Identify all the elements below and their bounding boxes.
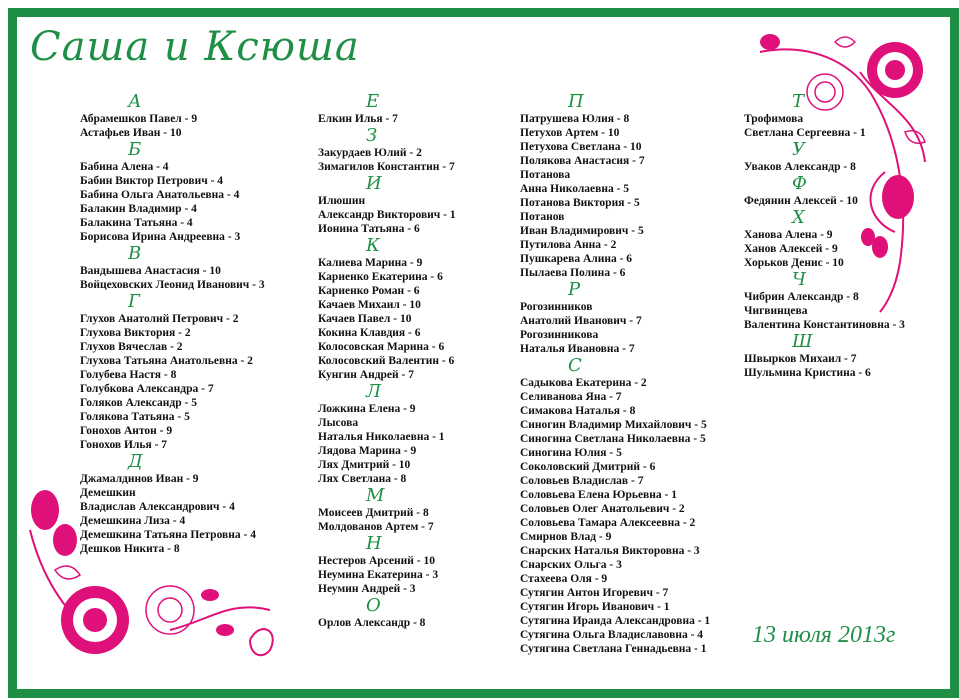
- guest-name: Уваков Александр - 8: [744, 161, 856, 173]
- letter-heading: С: [568, 355, 582, 376]
- guest-name: Сутягина Светлана Геннадьевна - 1: [520, 643, 707, 655]
- guest-name: Лях Дмитрий - 10: [318, 459, 411, 471]
- guest-name: Садыкова Екатерина - 2: [520, 377, 647, 389]
- guest-name: Войцеховских Леонид Иванович - 3: [80, 279, 265, 291]
- guest-name: Джамалдинов Иван - 9: [80, 473, 199, 485]
- guest-name: Рогозинников: [520, 301, 593, 313]
- letter-heading: И: [366, 173, 382, 194]
- letter-heading: Ч: [792, 269, 806, 290]
- guest-name: Бабина Алена - 4: [80, 161, 169, 173]
- guest-name: Наталья Николаевна - 1: [318, 431, 445, 443]
- guest-name: Борисова Ирина Андреевна - 3: [80, 231, 241, 243]
- guest-name: Закурдаев Юлий - 2: [318, 147, 422, 159]
- guest-name: Калиева Марина - 9: [318, 257, 423, 269]
- letter-heading: З: [366, 125, 378, 146]
- letter-heading: К: [366, 235, 380, 256]
- guest-name: Голубева Настя - 8: [80, 369, 177, 381]
- letter-heading: У: [792, 139, 806, 160]
- guest-name: Гонохов Антон - 9: [80, 425, 173, 437]
- guest-name: Колосовская Марина - 6: [318, 341, 445, 353]
- guest-name: Кокина Клавдия - 6: [318, 327, 421, 339]
- guest-name: Орлов Александр - 8: [318, 617, 426, 629]
- page-title: Саша и Ксюша: [30, 24, 360, 70]
- guest-name: Стахеева Оля - 9: [520, 573, 608, 585]
- letter-heading: А: [128, 91, 142, 112]
- guest-name: Балакин Владимир - 4: [80, 203, 197, 215]
- letter-heading: Ш: [792, 331, 813, 352]
- guest-name: Селиванова Яна - 7: [520, 391, 622, 403]
- letter-heading: Н: [366, 533, 382, 554]
- letter-heading: Х: [792, 207, 805, 228]
- letter-heading: Ф: [792, 173, 807, 194]
- letter-heading: П: [568, 91, 584, 112]
- guest-name: Ложкина Елена - 9: [318, 403, 416, 415]
- guest-name: Владислав Александрович - 4: [80, 501, 235, 513]
- guest-name: Полякова Анастасия - 7: [520, 155, 645, 167]
- guest-name: Наталья Ивановна - 7: [520, 343, 635, 355]
- guest-name: Абрамешков Павел - 9: [80, 113, 198, 125]
- guest-name: Бабина Ольга Анатольевна - 4: [80, 189, 240, 201]
- guest-name: Потанов: [520, 211, 565, 223]
- guest-name: Светлана Сергеевна - 1: [744, 127, 866, 139]
- letter-heading: Т: [792, 91, 805, 112]
- guest-name: Петухова Светлана - 10: [520, 141, 642, 153]
- guest-column-2: [318, 92, 518, 630]
- guest-name: Гонохов Илья - 7: [80, 439, 168, 451]
- guest-name: Симакова Наталья - 8: [520, 405, 636, 417]
- guest-name: Бабин Виктор Петрович - 4: [80, 175, 224, 187]
- guest-name: Пылаева Полина - 6: [520, 267, 626, 279]
- letter-heading: О: [366, 595, 381, 616]
- event-date: 13 июля 2013г: [752, 622, 896, 648]
- guest-name: Нестеров Арсений - 10: [318, 555, 435, 567]
- guest-name: Сутягин Игорь Иванович - 1: [520, 601, 670, 613]
- guest-name: Синогина Юлия - 5: [520, 447, 622, 459]
- guest-name: Соловьев Олег Анатольевич - 2: [520, 503, 685, 515]
- guest-name: Чибрин Александр - 8: [744, 291, 859, 303]
- guest-name: Соловьев Владислав - 7: [520, 475, 644, 487]
- guest-name: Елкин Илья - 7: [318, 113, 398, 125]
- guest-name: Хорьков Денис - 10: [744, 257, 844, 269]
- guest-name: Качаев Павел - 10: [318, 313, 412, 325]
- guest-name: Голякова Татьяна - 5: [80, 411, 190, 423]
- guest-name: Патрушева Юлия - 8: [520, 113, 630, 125]
- guest-name: Молдованов Артем - 7: [318, 521, 434, 533]
- letter-heading: М: [366, 485, 385, 506]
- guest-name: Балакина Татьяна - 4: [80, 217, 193, 229]
- guest-name: Глухов Анатолий Петрович - 2: [80, 313, 239, 325]
- guest-column-4: [744, 92, 934, 380]
- letter-heading: Б: [128, 139, 142, 160]
- guest-name: Александр Викторович - 1: [318, 209, 456, 221]
- guest-name: Путилова Анна - 2: [520, 239, 617, 251]
- guest-name: Голяков Александр - 5: [80, 397, 197, 409]
- guest-name: Зимагилов Константин - 7: [318, 161, 455, 173]
- guest-name: Анатолий Иванович - 7: [520, 315, 642, 327]
- guest-name: Потанова Виктория - 5: [520, 197, 640, 209]
- guest-name: Астафьев Иван - 10: [80, 127, 182, 139]
- guest-column-3: [520, 92, 740, 656]
- guest-name: Качаев Михаил - 10: [318, 299, 421, 311]
- guest-name: Трофимова: [744, 113, 804, 125]
- guest-name: Демешкина Татьяна Петровна - 4: [80, 529, 256, 541]
- guest-name: Потанова: [520, 169, 571, 181]
- guest-name: Чигвинцева: [744, 305, 808, 317]
- letter-heading: Л: [366, 381, 382, 402]
- guest-name: Глухов Вячеслав - 2: [80, 341, 183, 353]
- guest-name: Петухов Артем - 10: [520, 127, 620, 139]
- letter-heading: В: [128, 243, 142, 264]
- guest-name: Лысова: [318, 417, 359, 429]
- guest-column-1: [80, 92, 300, 556]
- guest-name: Снарских Ольга - 3: [520, 559, 622, 571]
- guest-name: Лях Светлана - 8: [318, 473, 407, 485]
- guest-name: Рогозинникова: [520, 329, 599, 341]
- guest-name: Кунгин Андрей - 7: [318, 369, 414, 381]
- guest-name: Ионина Татьяна - 6: [318, 223, 420, 235]
- guest-name: Кариенко Роман - 6: [318, 285, 420, 297]
- guest-name: Анна Николаевна - 5: [520, 183, 630, 195]
- guest-name: Синогина Светлана Николаевна - 5: [520, 433, 706, 445]
- guest-name: Моисеев Дмитрий - 8: [318, 507, 429, 519]
- guest-name: Вандышева Анастасия - 10: [80, 265, 221, 277]
- guest-name: Ханов Алексей - 9: [744, 243, 838, 255]
- guest-name: Иван Владимирович - 5: [520, 225, 644, 237]
- guest-name: Колосовский Валентин - 6: [318, 355, 455, 367]
- guest-name: Валентина Константиновна - 3: [744, 319, 905, 331]
- guest-name: Лядова Марина - 9: [318, 445, 417, 457]
- guest-name: Федянин Алексей - 10: [744, 195, 858, 207]
- guest-name: Соловьева Тамара Алексеевна - 2: [520, 517, 696, 529]
- guest-name: Пушкарева Алина - 6: [520, 253, 633, 265]
- guest-name: Смирнов Влад - 9: [520, 531, 612, 543]
- guest-name: Глухова Виктория - 2: [80, 327, 191, 339]
- letter-heading: Д: [128, 451, 143, 472]
- guest-name: Кариенко Екатерина - 6: [318, 271, 443, 283]
- guest-name: Ханова Алена - 9: [744, 229, 833, 241]
- guest-name: Голубкова Александра - 7: [80, 383, 214, 395]
- guest-name: Шульмина Кристина - 6: [744, 367, 871, 379]
- guest-name: Неумина Екатерина - 3: [318, 569, 439, 581]
- guest-name: Сутягина Ираида Александровна - 1: [520, 615, 711, 627]
- guest-name: Соловьева Елена Юрьевна - 1: [520, 489, 677, 501]
- letter-heading: Р: [568, 279, 581, 300]
- guest-name: Швырков Михаил - 7: [744, 353, 857, 365]
- guest-name: Снарских Наталья Викторовна - 3: [520, 545, 700, 557]
- guest-name: Дешков Никита - 8: [80, 543, 180, 555]
- guest-name: Соколовский Дмитрий - 6: [520, 461, 656, 473]
- guest-name: Илюшин: [318, 195, 366, 207]
- letter-heading: Е: [366, 91, 380, 112]
- guest-name: Демешкин: [80, 487, 136, 499]
- letter-heading: Г: [128, 291, 140, 312]
- guest-name: Сутягин Антон Игоревич - 7: [520, 587, 669, 599]
- guest-name: Неумин Андрей - 3: [318, 583, 416, 595]
- guest-name: Синогин Владимир Михайлович - 5: [520, 419, 707, 431]
- guest-name: Сутягина Ольга Владиславовна - 4: [520, 629, 704, 641]
- guest-name: Демешкина Лиза - 4: [80, 515, 186, 527]
- guest-name: Глухова Татьяна Анатольевна - 2: [80, 355, 253, 367]
